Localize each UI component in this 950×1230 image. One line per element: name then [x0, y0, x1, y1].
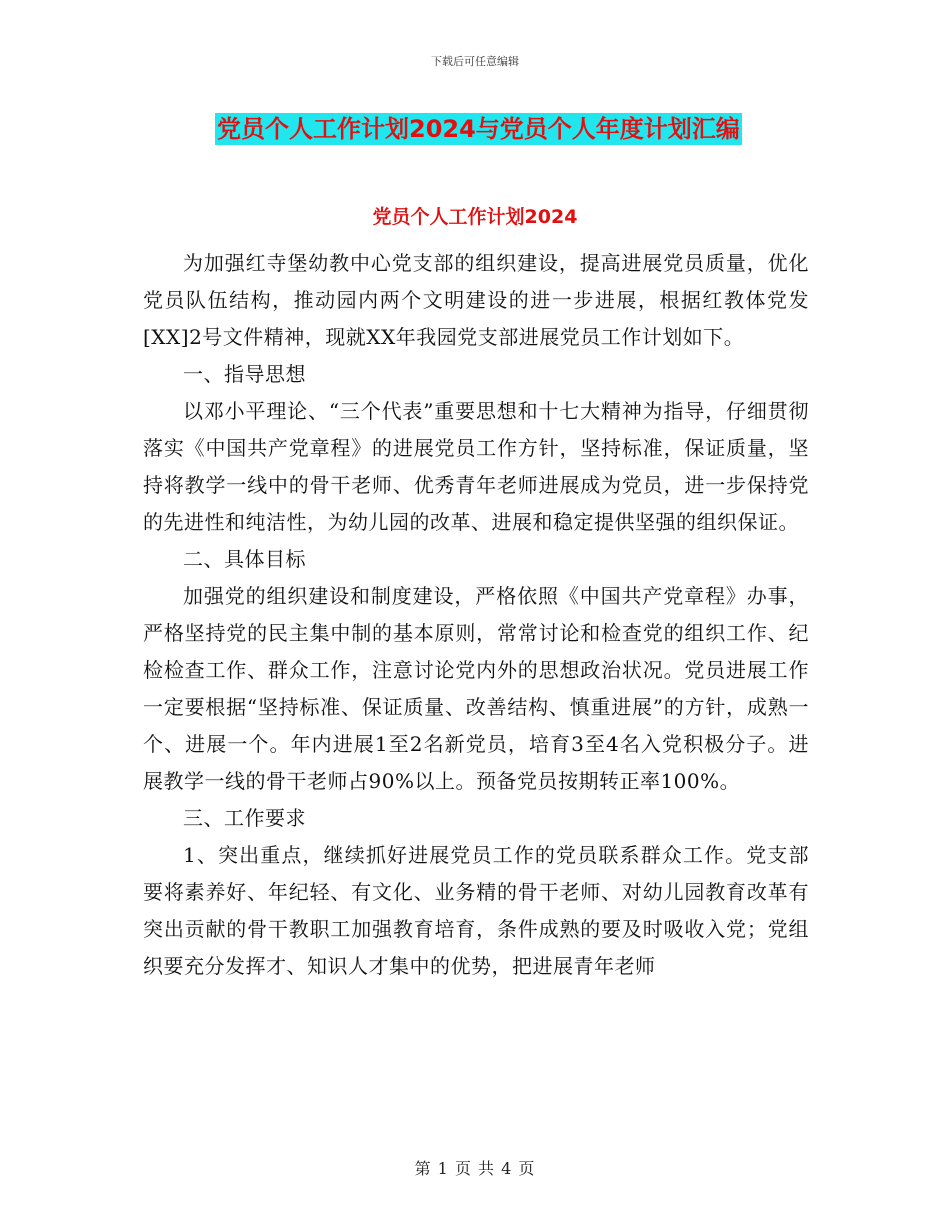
document-title: 党员个人工作计划2024与党员个人年度计划汇编 [217, 115, 740, 143]
paragraph-work-requirements: 1、突出重点，继续抓好进展党员工作的党员联系群众工作。党支部要将素养好、年纪轻、有文化、业务精的骨干老师、对幼儿园教育改革有突出贡献的骨干教职工加强教育培育，条件成熟的要及时吸收入党；党组织要充分发挥才、知识人才集中的优势，把进展青年老师 [143, 843, 809, 978]
heading-specific-goals: 二、具体目标 [183, 547, 306, 571]
paragraph-guiding-ideology: 以邓小平理论、“三个代表”重要思想和十七大精神为指导，仔细贯彻落实《中国共产党章程》的进展党员工作方针，坚持标准，保证质量，坚持将教学一线中的骨干老师、优秀青年老师进展成为党员，进一步保持党的先进性和纯洁性，为幼儿园的改革、进展和稳定提供坚强的组织保证。 [143, 399, 809, 534]
document-body [143, 245, 809, 985]
heading-work-requirements: 三、工作要求 [183, 806, 306, 830]
heading-guiding-ideology: 一、指导思想 [183, 362, 306, 386]
header-note: 下载后可任意编辑 [431, 55, 519, 68]
paragraph-intro: 为加强红寺堡幼教中心党支部的组织建设，提高进展党员质量，优化党员队伍结构，推动园内两个文明建设的进一步进展，根据红教体党发[XX]2号文件精神，现就XX年我园党支部进展党员工作计划如下。 [143, 251, 809, 349]
section-title: 党员个人工作计划2024 [372, 206, 578, 228]
page-number-footer: 第 1 页 共 4 页 [414, 1159, 536, 1178]
paragraph-specific-goals: 加强党的组织建设和制度建设，严格依照《中国共产党章程》办事，严格坚持党的民主集中制的基本原则，常常讨论和检查党的组织工作、纪检检查工作、群众工作，注意讨论党内外的思想政治状况。党员进展工作一定要根据“坚持标准、保证质量、改善结构、慎重进展”的方针，成熟一个、进展一个。年内进展1至2名新党员，培育3至4名入党积极分子。进展教学一线的骨干老师占90%以上。预备党员按期转正率100%。 [143, 584, 809, 793]
